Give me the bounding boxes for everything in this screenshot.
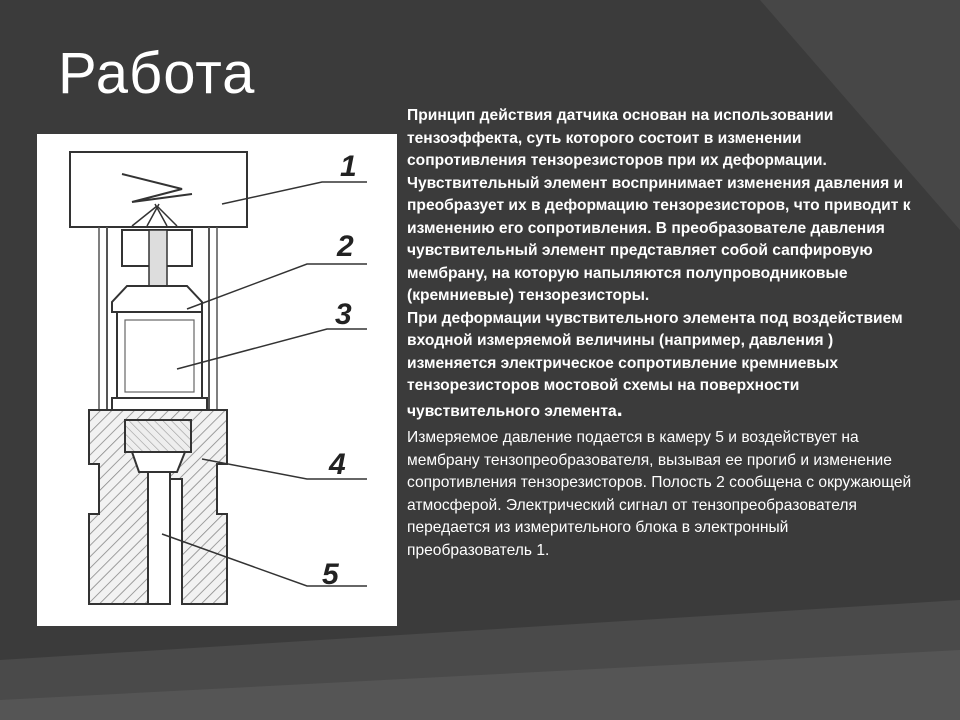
diagram-label-5: 5 [322,558,339,591]
diagram-label-3: 3 [335,298,352,331]
electronic-converter-part [70,152,247,227]
principle-paragraph: Принцип действия датчика основан на использовании тензоэффекта, суть которого состоит в изменении сопротивления тензорезисторов при их деформации. Чувствительный элемент воспринимает изменения давления и преобразует их в деформацию тензорезисторов, что приводит к изменению его сопротивления. В преобразователе давления чувствительный элемент представляет собой сапфировую мембрану, на которую напыляются полупроводниковые (кремниевые) тензорезисторы. [407,107,911,304]
pressure-fitting-body [89,410,227,604]
deformation-paragraph [407,308,915,424]
diagram-label-4: 4 [329,448,346,481]
deformation-paragraph-end: . [616,395,623,421]
diagram-label-1: 1 [340,150,357,183]
sensor-cross-section-drawing [37,134,397,626]
slide-title: Работа [58,41,256,106]
slide-body-text [407,105,915,562]
measurement-paragraph: Измеряемое давление подается в камеру 5 и воздействует на мембрану тензопреобразователя, вызывая ее прогиб и изменение сопротивления тензорезисторов. Полость 2 сообщена с окружающей атмосферой. Электрический сигнал от тензопреобразователя передается из измерительного блока в электронный преобразователь 1. [407,429,912,559]
deformation-paragraph-text: При деформации чувствительного элемента под воздействием входной измеряемой величины (например, давления ) изменяется электрическое сопротивление кремниевых тензорезисторов мостовой схемы на поверхности чувствительного элемента [407,309,903,420]
sensor-diagram [37,134,397,626]
diagram-label-2: 2 [337,230,354,263]
